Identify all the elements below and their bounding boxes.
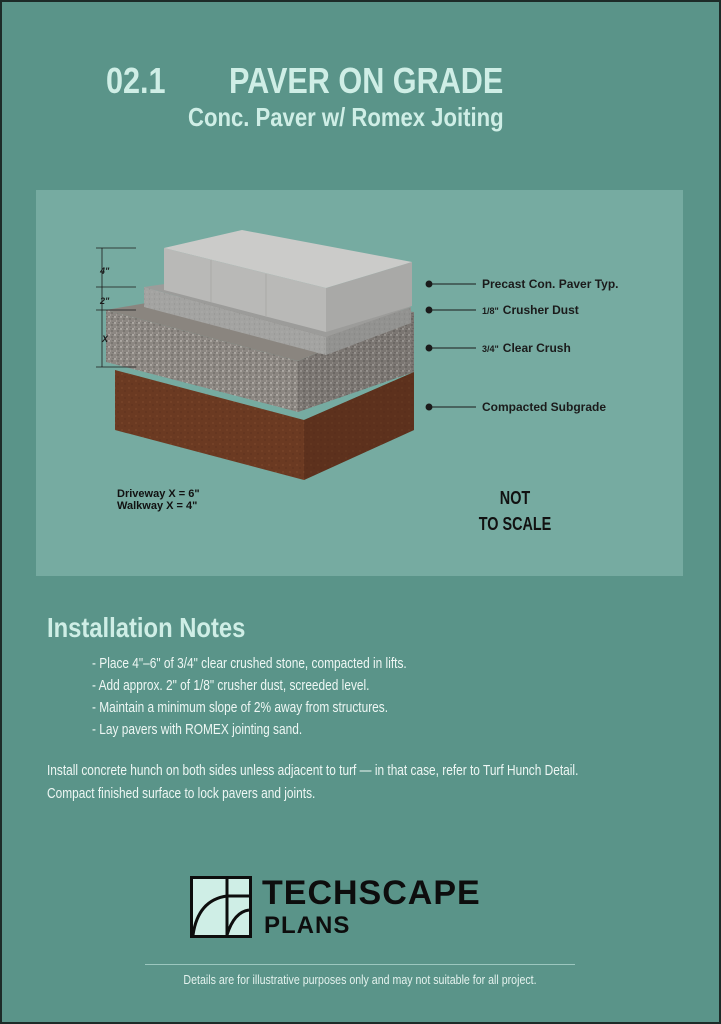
dim-crush-label: X: [102, 334, 109, 344]
dim-dust-label: 2": [100, 296, 110, 306]
callout-leaders: [426, 281, 476, 410]
bullet-item: - Maintain a minimum slope of 2% away from structures.: [92, 700, 389, 716]
techscape-logo-icon: [190, 876, 252, 938]
not-to-scale-line1: NOT: [499, 488, 531, 508]
footer-divider: [145, 964, 575, 965]
callout-subgrade: Compacted Subgrade: [482, 400, 607, 414]
not-to-scale-line2: TO SCALE: [478, 514, 552, 534]
callout-paver: Precast Con. Paver Typ.: [482, 277, 619, 291]
paver-section-diagram: [36, 190, 683, 576]
legend-driveway: Driveway X = 6": [117, 488, 200, 500]
paragraph-line: Compact finished surface to lock pavers and joints.: [47, 786, 316, 802]
callout-crusher-dust: 1/8" Crusher Dust: [482, 303, 579, 317]
dim-paver-label: 4": [100, 266, 110, 276]
page-subtitle: Conc. Paver w/ Romex Joiting: [188, 102, 504, 132]
installation-paragraph: [47, 760, 578, 806]
diagram-panel: [36, 190, 683, 576]
installation-notes-title: Installation Notes: [47, 612, 246, 643]
detail-number: 02.1: [106, 60, 166, 101]
paragraph-line: Install concrete hunch on both sides unless adjacent to turf — in that case, refer to Turf Hunch Detail.: [47, 763, 579, 779]
installation-bullets: [92, 653, 407, 741]
page-title: PAVER ON GRADE: [229, 60, 504, 101]
logo-subtext: PLANS: [264, 912, 351, 939]
bullet-item: - Add approx. 2" of 1/8" crusher dust, screeded level.: [92, 678, 370, 694]
footer-disclaimer: Details are for illustrative purposes only and may not suitable for all project.: [183, 973, 537, 987]
bullet-item: - Place 4"–6" of 3/4" clear crushed stone, compacted in lifts.: [92, 656, 407, 672]
callout-clear-crush: 3/4" Clear Crush: [482, 341, 571, 355]
logo-wordmark: TECHSCAPE: [262, 874, 481, 912]
bullet-item: - Lay pavers with ROMEX jointing sand.: [92, 722, 303, 738]
legend-walkway: Walkway X = 4": [117, 500, 198, 512]
